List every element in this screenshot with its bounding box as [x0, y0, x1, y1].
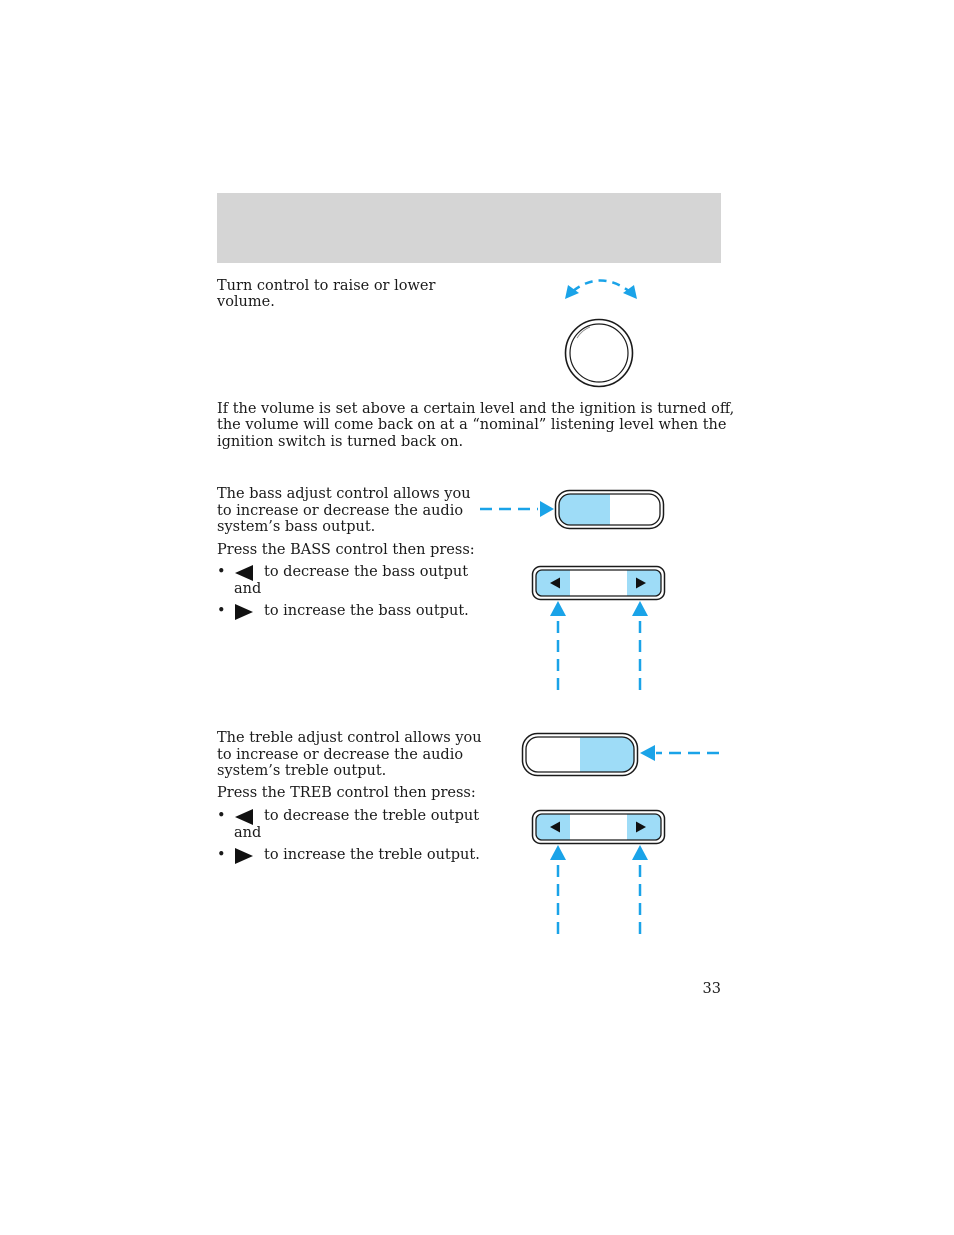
volume-instruction-line-2: volume.	[217, 294, 275, 310]
treble-and-text: and	[234, 824, 262, 841]
treble-decrease-text: to decrease the treble output	[264, 808, 480, 824]
rotate-arrow-icon	[565, 281, 637, 300]
bass-intro-line-3: system’s bass output.	[217, 519, 376, 535]
volume-note-line-2: the volume will come back on at a “nominal” listening level when the	[217, 417, 727, 433]
treble-button[interactable]	[523, 734, 638, 776]
page-number: 33	[702, 981, 721, 997]
treble-intro-line-3: system’s treble output.	[217, 763, 387, 779]
bass-button[interactable]	[556, 491, 664, 529]
treble-press-text: Press the TREB control then press:	[217, 785, 476, 801]
volume-note-line-1: If the volume is set above a certain level and the ignition is turned off,	[217, 401, 735, 417]
treble-increase-text: to increase the treble output.	[264, 847, 480, 863]
volume-note-line-3: ignition switch is turned back on.	[217, 434, 464, 450]
bass-pointer-arrow	[480, 501, 554, 517]
bass-increase-text: to increase the bass output.	[264, 603, 469, 619]
treble-intro-line-1: The treble adjust control allows you	[217, 730, 482, 746]
volume-knob[interactable]	[566, 320, 633, 387]
bullet-dot: •	[217, 847, 226, 863]
bass-intro-line-1: The bass adjust control allows you	[217, 486, 471, 502]
treble-right-pointer-arrow	[632, 845, 648, 934]
bass-right-pointer-arrow	[632, 601, 648, 690]
bullet-dot: •	[217, 808, 226, 824]
treble-pointer-arrow	[640, 745, 719, 761]
bass-and-text: and	[234, 580, 262, 597]
bass-decrease-text: to decrease the bass output	[264, 564, 469, 580]
volume-instruction-line-1: Turn control to raise or lower	[217, 278, 436, 294]
treble-intro-line-2: to increase or decrease the audio	[217, 747, 464, 763]
bullet-dot: •	[217, 603, 226, 619]
treble-left-pointer-arrow	[550, 845, 566, 934]
bass-left-pointer-arrow	[550, 601, 566, 690]
bullet-dot: •	[217, 564, 226, 580]
bass-intro-line-2: to increase or decrease the audio	[217, 503, 464, 519]
bass-press-text: Press the BASS control then press:	[217, 542, 475, 558]
